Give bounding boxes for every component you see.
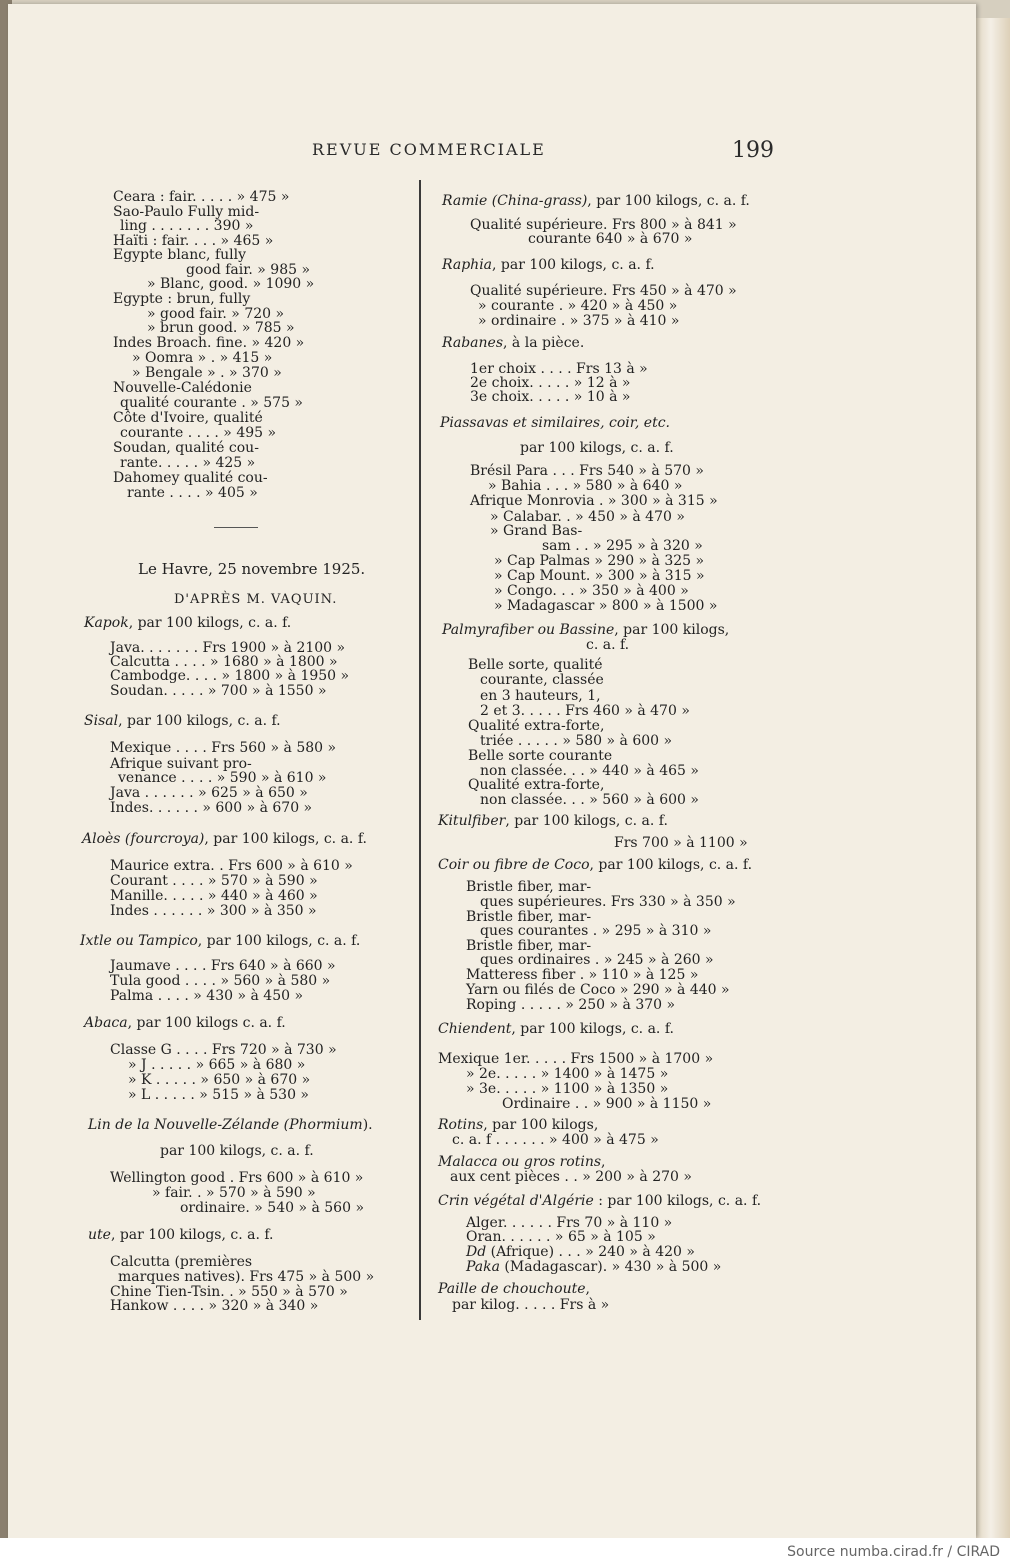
price-line: Bristle fiber, mar- <box>466 909 592 925</box>
price-line: Brésil Para . . . Frs 540 » à 570 » <box>470 463 704 479</box>
price-line: courante, classée <box>480 672 604 688</box>
heading-term: Malacca ou gros rotins <box>438 1154 602 1170</box>
price-line: Hankow . . . . » 320 » à 340 » <box>110 1298 319 1314</box>
price-line: Yarn ou filés de Coco » 290 » à 440 » <box>466 982 730 998</box>
price-line: Belle sorte courante <box>468 748 613 764</box>
price-line: Indes Broach. fine. » 420 » <box>113 335 305 351</box>
price-line: » K . . . . . » 650 » à 670 » <box>128 1072 311 1088</box>
price-line: Bristle fiber, mar- <box>466 938 592 954</box>
heading-detail: , par 100 kilogs, c. a. f. <box>511 1021 674 1037</box>
price-line: » Bengale » . » 370 » <box>132 365 282 381</box>
price-line: Dahomey qualité cou- <box>113 470 268 486</box>
price-line: Java. . . . . . . Frs 1900 » à 2100 » <box>110 640 346 656</box>
heading-detail: , à la pièce. <box>503 335 585 351</box>
section-heading <box>438 858 752 873</box>
price-line: rante . . . . » 405 » <box>127 485 258 501</box>
price-line: » Bahia . . . » 580 » à 640 » <box>488 478 683 494</box>
heading-term: Rotins <box>438 1117 484 1133</box>
price-line: Haïti : fair. . . . » 465 » <box>113 233 274 249</box>
price-line: ques supérieures. Frs 330 » à 350 » <box>480 894 736 910</box>
price-line: Indes. . . . . . » 600 » à 670 » <box>110 800 313 816</box>
heading-term: Ramie (China-grass) <box>442 193 588 209</box>
price-line: Afrique suivant pro- <box>110 756 252 772</box>
heading-detail: , par 100 kilogs, <box>483 1117 599 1133</box>
section-heading <box>82 832 367 847</box>
heading-term: Raphia <box>442 257 493 273</box>
price-line: Java . . . . . . » 625 » à 650 » <box>110 785 308 801</box>
section-heading <box>84 714 281 729</box>
heading-term: Rabanes <box>442 335 504 351</box>
price-line: venance . . . . » 590 » à 610 » <box>118 770 327 786</box>
price-line: courante 640 » à 670 » <box>528 231 693 247</box>
price-line: 2e choix. . . . . » 12 à » <box>470 375 631 391</box>
price-line: ling . . . . . . . 390 » <box>120 218 254 234</box>
heading-term: Chiendent <box>438 1021 512 1037</box>
heading-detail: , par 100 kilogs, <box>614 622 730 638</box>
price-line: » Oomra » . » 415 » <box>132 350 273 366</box>
price-line: Manille. . . . . » 440 » à 460 » <box>110 888 318 904</box>
price-line: Matteress fiber . » 110 » à 125 » <box>466 967 699 983</box>
price-line: Palma . . . . » 430 » à 450 » <box>110 988 304 1004</box>
price-line: » Congo. . . » 350 » à 400 » <box>494 583 689 599</box>
price-line: Qualité supérieure. Frs 450 » à 470 » <box>470 283 737 299</box>
running-head: REVUE COMMERCIALE <box>312 140 546 159</box>
section-heading <box>84 616 291 631</box>
price-line: Alger. . . . . . Frs 70 » à 110 » <box>466 1215 673 1231</box>
heading-detail: , par 100 kilogs, c. a. f. <box>505 813 668 829</box>
heading-detail: , <box>601 1154 606 1170</box>
price-line: Soudan, qualité cou- <box>113 440 259 456</box>
price-line: Qualité extra-forte, <box>468 718 605 734</box>
price-line: Cambodge. . . . » 1800 » à 1950 » <box>110 668 350 684</box>
price-line: ques courantes . » 295 » à 310 » <box>480 923 712 939</box>
price-line: Egypte : brun, fully <box>113 291 251 307</box>
section-heading <box>442 336 584 351</box>
heading-term: Abaca <box>84 1015 128 1031</box>
price-line: sam . . » 295 » à 320 » <box>542 538 703 554</box>
section-heading <box>438 1155 605 1170</box>
price-line: » Cap Mount. » 300 » à 315 » <box>494 568 705 584</box>
price-line: c. a. f . . . . . . » 400 » à 475 » <box>452 1132 659 1148</box>
heading-detail: , par 100 kilogs, c. a. f. <box>197 933 361 949</box>
price-line: triée . . . . . » 580 » à 600 » <box>480 733 673 749</box>
heading-detail: ). <box>362 1117 373 1133</box>
section-heading <box>438 1194 761 1209</box>
price-line: Mexique . . . . Frs 560 » à 580 » <box>110 740 337 756</box>
havre-author: D'APRÈS M. VAQUIN. <box>174 592 338 607</box>
price-line: 2 et 3. . . . . Frs 460 » à 470 » <box>480 703 690 719</box>
price-line: ordinaire. » 540 » à 560 » <box>180 1200 365 1216</box>
heading-detail: , par 100 kilogs, c. a. f. <box>110 1227 274 1243</box>
section-heading <box>438 1282 590 1297</box>
price-line: Jaumave . . . . Frs 640 » à 660 » <box>110 958 336 974</box>
price-line: Ceara : fair. . . . . » 475 » <box>113 189 290 205</box>
price-line: 3e choix. . . . . » 10 à » <box>470 389 631 405</box>
price-line: » good fair. » 720 » <box>147 306 285 322</box>
price-line: par kilog. . . . . Frs à » <box>452 1297 610 1313</box>
price-line: non classée. . . » 440 » à 465 » <box>480 763 699 779</box>
price-line: » fair. . » 570 » à 590 » <box>152 1185 316 1201</box>
heading-detail: , par 100 kilogs, c. a. f. <box>204 831 367 847</box>
heading-detail: , par 100 kilogs, c. a. f. <box>589 857 753 873</box>
source-credit: Source numba.cirad.fr / CIRAD <box>787 1544 1000 1560</box>
heading-term: Paille de chouchoute <box>438 1281 586 1297</box>
heading-term: Palmyrafiber ou Bassine <box>442 622 615 638</box>
section-heading <box>84 1016 286 1031</box>
price-line: » 2e. . . . . » 1400 » à 1475 » <box>466 1066 669 1082</box>
section-separator <box>214 527 258 528</box>
price-line: Soudan. . . . . » 700 » à 1550 » <box>110 683 327 699</box>
heading-detail: , par 100 kilogs, c. a. f. <box>492 257 655 273</box>
price-line: ques ordinaires . » 245 » à 260 » <box>480 952 714 968</box>
section-heading <box>466 1245 695 1260</box>
section-heading <box>438 1118 598 1133</box>
price-line: Classe G . . . . Frs 720 » à 730 » <box>110 1042 337 1058</box>
heading-term: Ixtle ou Tampico <box>80 933 198 949</box>
section-heading <box>442 623 729 638</box>
price-line: courante . . . . » 495 » <box>120 425 277 441</box>
price-line: » Blanc, good. » 1090 » <box>147 276 315 292</box>
heading-detail: : par 100 kilogs, c. a. f. <box>593 1193 762 1209</box>
heading-term: Paka <box>466 1259 500 1275</box>
price-line: » 3e. . . . . » 1100 » à 1350 » <box>466 1081 669 1097</box>
section-heading <box>438 1022 674 1037</box>
price-line: marques natives). Frs 475 » à 500 » <box>118 1269 375 1285</box>
price-line: Oran. . . . . . » 65 » à 105 » <box>466 1229 656 1245</box>
section-heading <box>88 1118 373 1133</box>
price-line: qualité courante . » 575 » <box>120 395 303 411</box>
price-line: rante. . . . . » 425 » <box>120 455 256 471</box>
havre-date: Le Havre, 25 novembre 1925. <box>138 560 366 578</box>
price-line: Calcutta (premières <box>110 1254 253 1270</box>
price-line: Qualité extra-forte, <box>468 777 605 793</box>
heading-term: ute <box>88 1227 111 1243</box>
price-line: non classée. . . » 560 » à 600 » <box>480 792 699 808</box>
section-heading <box>438 814 668 829</box>
heading-term: Piassavas et similaires, coir, etc. <box>440 415 670 431</box>
price-line: Qualité supérieure. Frs 800 » à 841 » <box>470 217 737 233</box>
price-line: Roping . . . . . » 250 » à 370 » <box>466 997 676 1013</box>
price-line: Sao-Paulo Fully mid- <box>113 204 260 220</box>
column-rule <box>419 180 421 1320</box>
price-line: par 100 kilogs, c. a. f. <box>520 440 674 456</box>
price-line: » brun good. » 785 » <box>147 320 295 336</box>
section-heading <box>80 934 360 949</box>
price-line: 1er choix . . . . Frs 13 à » <box>470 361 648 377</box>
price-line: Afrique Monrovia . » 300 » à 315 » <box>470 493 718 509</box>
section-heading <box>442 194 750 209</box>
heading-detail: , par 100 kilogs, c. a. f. <box>587 193 750 209</box>
price-line: » Calabar. . » 450 » à 470 » <box>490 509 685 525</box>
price-line: Egypte blanc, fully <box>113 247 247 263</box>
price-line: Mexique 1er. . . . . Frs 1500 » à 1700 » <box>438 1051 714 1067</box>
price-line: Frs 700 » à 1100 » <box>614 835 748 851</box>
price-line: » Cap Palmas » 290 » à 325 » <box>494 553 705 569</box>
heading-term: Sisal <box>84 713 119 729</box>
heading-detail: , <box>585 1281 590 1297</box>
price-line: » L . . . . . » 515 » à 530 » <box>128 1087 310 1103</box>
price-line: good fair. » 985 » <box>186 262 311 278</box>
price-line: Calcutta . . . . » 1680 » à 1800 » <box>110 654 338 670</box>
price-line: Wellington good . Frs 600 » à 610 » <box>110 1170 364 1186</box>
price-line: Tula good . . . . » 560 » à 580 » <box>110 973 331 989</box>
price-line: par 100 kilogs, c. a. f. <box>160 1143 314 1159</box>
price-line: Indes . . . . . . » 300 » à 350 » <box>110 903 317 919</box>
section-heading <box>442 258 655 273</box>
heading-detail: , par 100 kilogs, c. a. f. <box>118 713 281 729</box>
price-line: Nouvelle-Calédonie <box>113 380 252 396</box>
heading-term: Coir ou fibre de Coco <box>438 857 590 873</box>
price-line: Bristle fiber, mar- <box>466 879 592 895</box>
price-line: Courant . . . . » 570 » à 590 » <box>110 873 318 889</box>
page-number: 199 <box>732 138 774 163</box>
heading-term: Crin végétal d'Algérie <box>438 1193 594 1209</box>
heading-detail: (Madagascar). » 430 » à 500 » <box>499 1259 722 1275</box>
price-line: » Madagascar » 800 » à 1500 » <box>494 598 718 614</box>
price-line: en 3 hauteurs, 1, <box>480 688 601 704</box>
price-line: Maurice extra. . Frs 600 » à 610 » <box>110 858 353 874</box>
price-line: Belle sorte, qualité <box>468 657 603 673</box>
price-line: Côte d'Ivoire, qualité <box>113 410 263 426</box>
heading-term: Phormium <box>289 1117 363 1133</box>
price-line: » courante . » 420 » à 450 » <box>478 298 678 314</box>
price-line: c. a. f. <box>586 637 630 653</box>
section-heading <box>440 416 670 431</box>
section-heading <box>88 1228 274 1243</box>
footer-bar <box>0 1538 1010 1566</box>
price-line: aux cent pièces . . » 200 » à 270 » <box>450 1169 692 1185</box>
section-heading <box>466 1260 721 1275</box>
heading-detail: , par 100 kilogs, c. a. f. <box>128 615 292 631</box>
heading-term: Dd <box>466 1244 487 1260</box>
price-line: Ordinaire . . » 900 » à 1150 » <box>502 1096 712 1112</box>
heading-detail: (Afrique) . . . » 240 » à 420 » <box>486 1244 695 1260</box>
heading-detail: , par 100 kilogs c. a. f. <box>127 1015 286 1031</box>
price-line: Chine Tien-Tsin. . » 550 » à 570 » <box>110 1284 348 1300</box>
heading-term: Lin de la Nouvelle-Zélande ( <box>88 1117 290 1133</box>
heading-term: Kitulfiber <box>438 813 506 829</box>
price-line: » Grand Bas- <box>490 523 583 539</box>
heading-term: Kapok <box>84 615 129 631</box>
heading-term: Aloès (fourcroya) <box>82 831 205 847</box>
price-line: » J . . . . . » 665 » à 680 » <box>128 1057 306 1073</box>
price-line: » ordinaire . » 375 » à 410 » <box>478 313 680 329</box>
